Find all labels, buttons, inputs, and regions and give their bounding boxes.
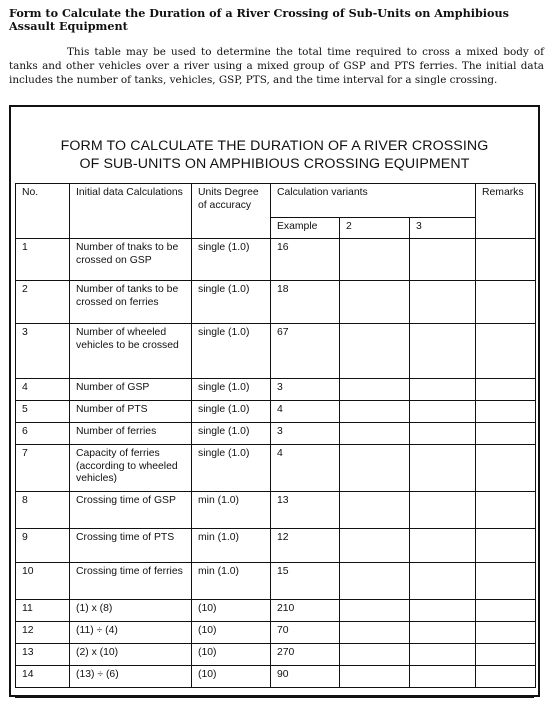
variant-3-cell bbox=[410, 445, 476, 492]
row-number: 10 bbox=[16, 563, 70, 600]
variant-3-cell bbox=[410, 324, 476, 379]
initial-data-cell: (2) x (10) bbox=[70, 644, 192, 666]
table-row bbox=[16, 622, 536, 644]
row-number: 7 bbox=[16, 445, 70, 492]
example-cell: 15 bbox=[271, 563, 340, 600]
initial-data-cell: Crossing time of PTS bbox=[70, 529, 192, 563]
variant-3-cell bbox=[410, 239, 476, 281]
row-number: 4 bbox=[16, 379, 70, 401]
header-units: Units Degree of accuracy bbox=[192, 184, 271, 239]
form-title bbox=[11, 137, 538, 173]
example-cell: 270 bbox=[271, 644, 340, 666]
variant-2-cell bbox=[340, 644, 410, 666]
example-cell: 4 bbox=[271, 401, 340, 423]
table-row bbox=[16, 401, 536, 423]
example-cell: 12 bbox=[271, 529, 340, 563]
row-number: 13 bbox=[16, 644, 70, 666]
remarks-cell bbox=[476, 529, 536, 563]
example-cell: 18 bbox=[271, 281, 340, 324]
units-cell: min (1.0) bbox=[192, 529, 271, 563]
table-row bbox=[16, 666, 536, 688]
form-frame bbox=[9, 105, 540, 697]
calculation-table bbox=[15, 183, 536, 688]
variant-3-cell bbox=[410, 281, 476, 324]
remarks-cell bbox=[476, 281, 536, 324]
variant-3-cell bbox=[410, 600, 476, 622]
table-row bbox=[16, 600, 536, 622]
initial-data-cell: (1) x (8) bbox=[70, 600, 192, 622]
table-row bbox=[16, 644, 536, 666]
variant-2-cell bbox=[340, 600, 410, 622]
form-title-line-2: OF SUB-UNITS ON AMPHIBIOUS CROSSING EQUIPMENT bbox=[79, 156, 470, 172]
initial-data-cell: Number of wheeled vehicles to be crossed bbox=[70, 324, 192, 379]
table-row bbox=[16, 239, 536, 281]
table-row bbox=[16, 423, 536, 445]
variant-3-cell bbox=[410, 666, 476, 688]
initial-data-cell: (13) ÷ (6) bbox=[70, 666, 192, 688]
remarks-cell bbox=[476, 492, 536, 529]
row-number: 11 bbox=[16, 600, 70, 622]
variant-3-cell bbox=[410, 622, 476, 644]
initial-data-cell: Crossing time of GSP bbox=[70, 492, 192, 529]
example-cell: 3 bbox=[271, 423, 340, 445]
example-cell: 90 bbox=[271, 666, 340, 688]
header-initial-data: Initial data Calculations bbox=[70, 184, 192, 239]
table-row bbox=[16, 492, 536, 529]
table-row bbox=[16, 563, 536, 600]
table-row bbox=[16, 529, 536, 563]
remarks-cell bbox=[476, 423, 536, 445]
example-cell: 4 bbox=[271, 445, 340, 492]
initial-data-cell: Number of tanks to be crossed on ferries bbox=[70, 281, 192, 324]
variant-3-cell bbox=[410, 529, 476, 563]
example-cell: 13 bbox=[271, 492, 340, 529]
header-no: No. bbox=[16, 184, 70, 239]
variant-2-cell bbox=[340, 379, 410, 401]
row-number: 9 bbox=[16, 529, 70, 563]
variant-2-cell bbox=[340, 401, 410, 423]
initial-data-cell: Number of ferries bbox=[70, 423, 192, 445]
form-title-line-1: FORM TO CALCULATE THE DURATION OF A RIVER CROSSING bbox=[60, 138, 489, 154]
initial-data-cell: Number of tnaks to be crossed on GSP bbox=[70, 239, 192, 281]
variant-2-cell bbox=[340, 492, 410, 529]
units-cell: min (1.0) bbox=[192, 563, 271, 600]
units-cell: (10) bbox=[192, 622, 271, 644]
row-number: 14 bbox=[16, 666, 70, 688]
example-cell: 16 bbox=[271, 239, 340, 281]
remarks-cell bbox=[476, 600, 536, 622]
remarks-cell bbox=[476, 324, 536, 379]
remarks-cell bbox=[476, 622, 536, 644]
example-cell: 3 bbox=[271, 379, 340, 401]
units-cell: (10) bbox=[192, 600, 271, 622]
header-example: Example bbox=[271, 218, 340, 239]
remarks-cell bbox=[476, 666, 536, 688]
variant-3-cell bbox=[410, 379, 476, 401]
table-row bbox=[16, 379, 536, 401]
header-variant-3: 3 bbox=[410, 218, 476, 239]
table-bottom-line bbox=[15, 697, 534, 698]
units-cell: single (1.0) bbox=[192, 281, 271, 324]
initial-data-cell: (11) ÷ (4) bbox=[70, 622, 192, 644]
row-number: 5 bbox=[16, 401, 70, 423]
units-cell: single (1.0) bbox=[192, 324, 271, 379]
variant-2-cell bbox=[340, 239, 410, 281]
units-cell: single (1.0) bbox=[192, 379, 271, 401]
variant-2-cell bbox=[340, 622, 410, 644]
units-cell: single (1.0) bbox=[192, 401, 271, 423]
variant-2-cell bbox=[340, 281, 410, 324]
units-cell: min (1.0) bbox=[192, 492, 271, 529]
row-number: 12 bbox=[16, 622, 70, 644]
variant-2-cell bbox=[340, 563, 410, 600]
remarks-cell bbox=[476, 401, 536, 423]
variant-3-cell bbox=[410, 492, 476, 529]
variant-3-cell bbox=[410, 401, 476, 423]
header-remarks: Remarks bbox=[476, 184, 536, 239]
initial-data-cell: Capacity of ferries (according to wheeled vehicles) bbox=[70, 445, 192, 492]
row-number: 8 bbox=[16, 492, 70, 529]
table-row bbox=[16, 324, 536, 379]
units-cell: (10) bbox=[192, 644, 271, 666]
units-cell: (10) bbox=[192, 666, 271, 688]
remarks-cell bbox=[476, 644, 536, 666]
initial-data-cell: Number of GSP bbox=[70, 379, 192, 401]
variant-3-cell bbox=[410, 644, 476, 666]
variant-2-cell bbox=[340, 324, 410, 379]
variant-2-cell bbox=[340, 666, 410, 688]
row-number: 3 bbox=[16, 324, 70, 379]
remarks-cell bbox=[476, 563, 536, 600]
example-cell: 67 bbox=[271, 324, 340, 379]
remarks-cell bbox=[476, 379, 536, 401]
variant-2-cell bbox=[340, 529, 410, 563]
intro-paragraph: This table may be used to determine the total time required to cross a mixed body of tanks and other vehicles over a river using a mixed group of GSP and PTS ferries. The initial data includes the number of tanks, vehicles, GSP, PTS, and the time interval for a single crossing. bbox=[9, 46, 544, 86]
header-variant-2: 2 bbox=[340, 218, 410, 239]
variant-3-cell bbox=[410, 563, 476, 600]
units-cell: single (1.0) bbox=[192, 445, 271, 492]
remarks-cell bbox=[476, 445, 536, 492]
row-number: 2 bbox=[16, 281, 70, 324]
document-heading: Form to Calculate the Duration of a River Crossing of Sub-Units on Amphibious Assault Equipment bbox=[9, 6, 509, 33]
header-calculation-variants: Calculation variants bbox=[271, 184, 476, 218]
table-row bbox=[16, 445, 536, 492]
header-row bbox=[16, 184, 536, 218]
row-number: 1 bbox=[16, 239, 70, 281]
units-cell: single (1.0) bbox=[192, 239, 271, 281]
table-row bbox=[16, 281, 536, 324]
units-cell: single (1.0) bbox=[192, 423, 271, 445]
remarks-cell bbox=[476, 239, 536, 281]
example-cell: 210 bbox=[271, 600, 340, 622]
initial-data-cell: Number of PTS bbox=[70, 401, 192, 423]
variant-2-cell bbox=[340, 445, 410, 492]
variant-2-cell bbox=[340, 423, 410, 445]
row-number: 6 bbox=[16, 423, 70, 445]
example-cell: 70 bbox=[271, 622, 340, 644]
variant-3-cell bbox=[410, 423, 476, 445]
initial-data-cell: Crossing time of ferries bbox=[70, 563, 192, 600]
